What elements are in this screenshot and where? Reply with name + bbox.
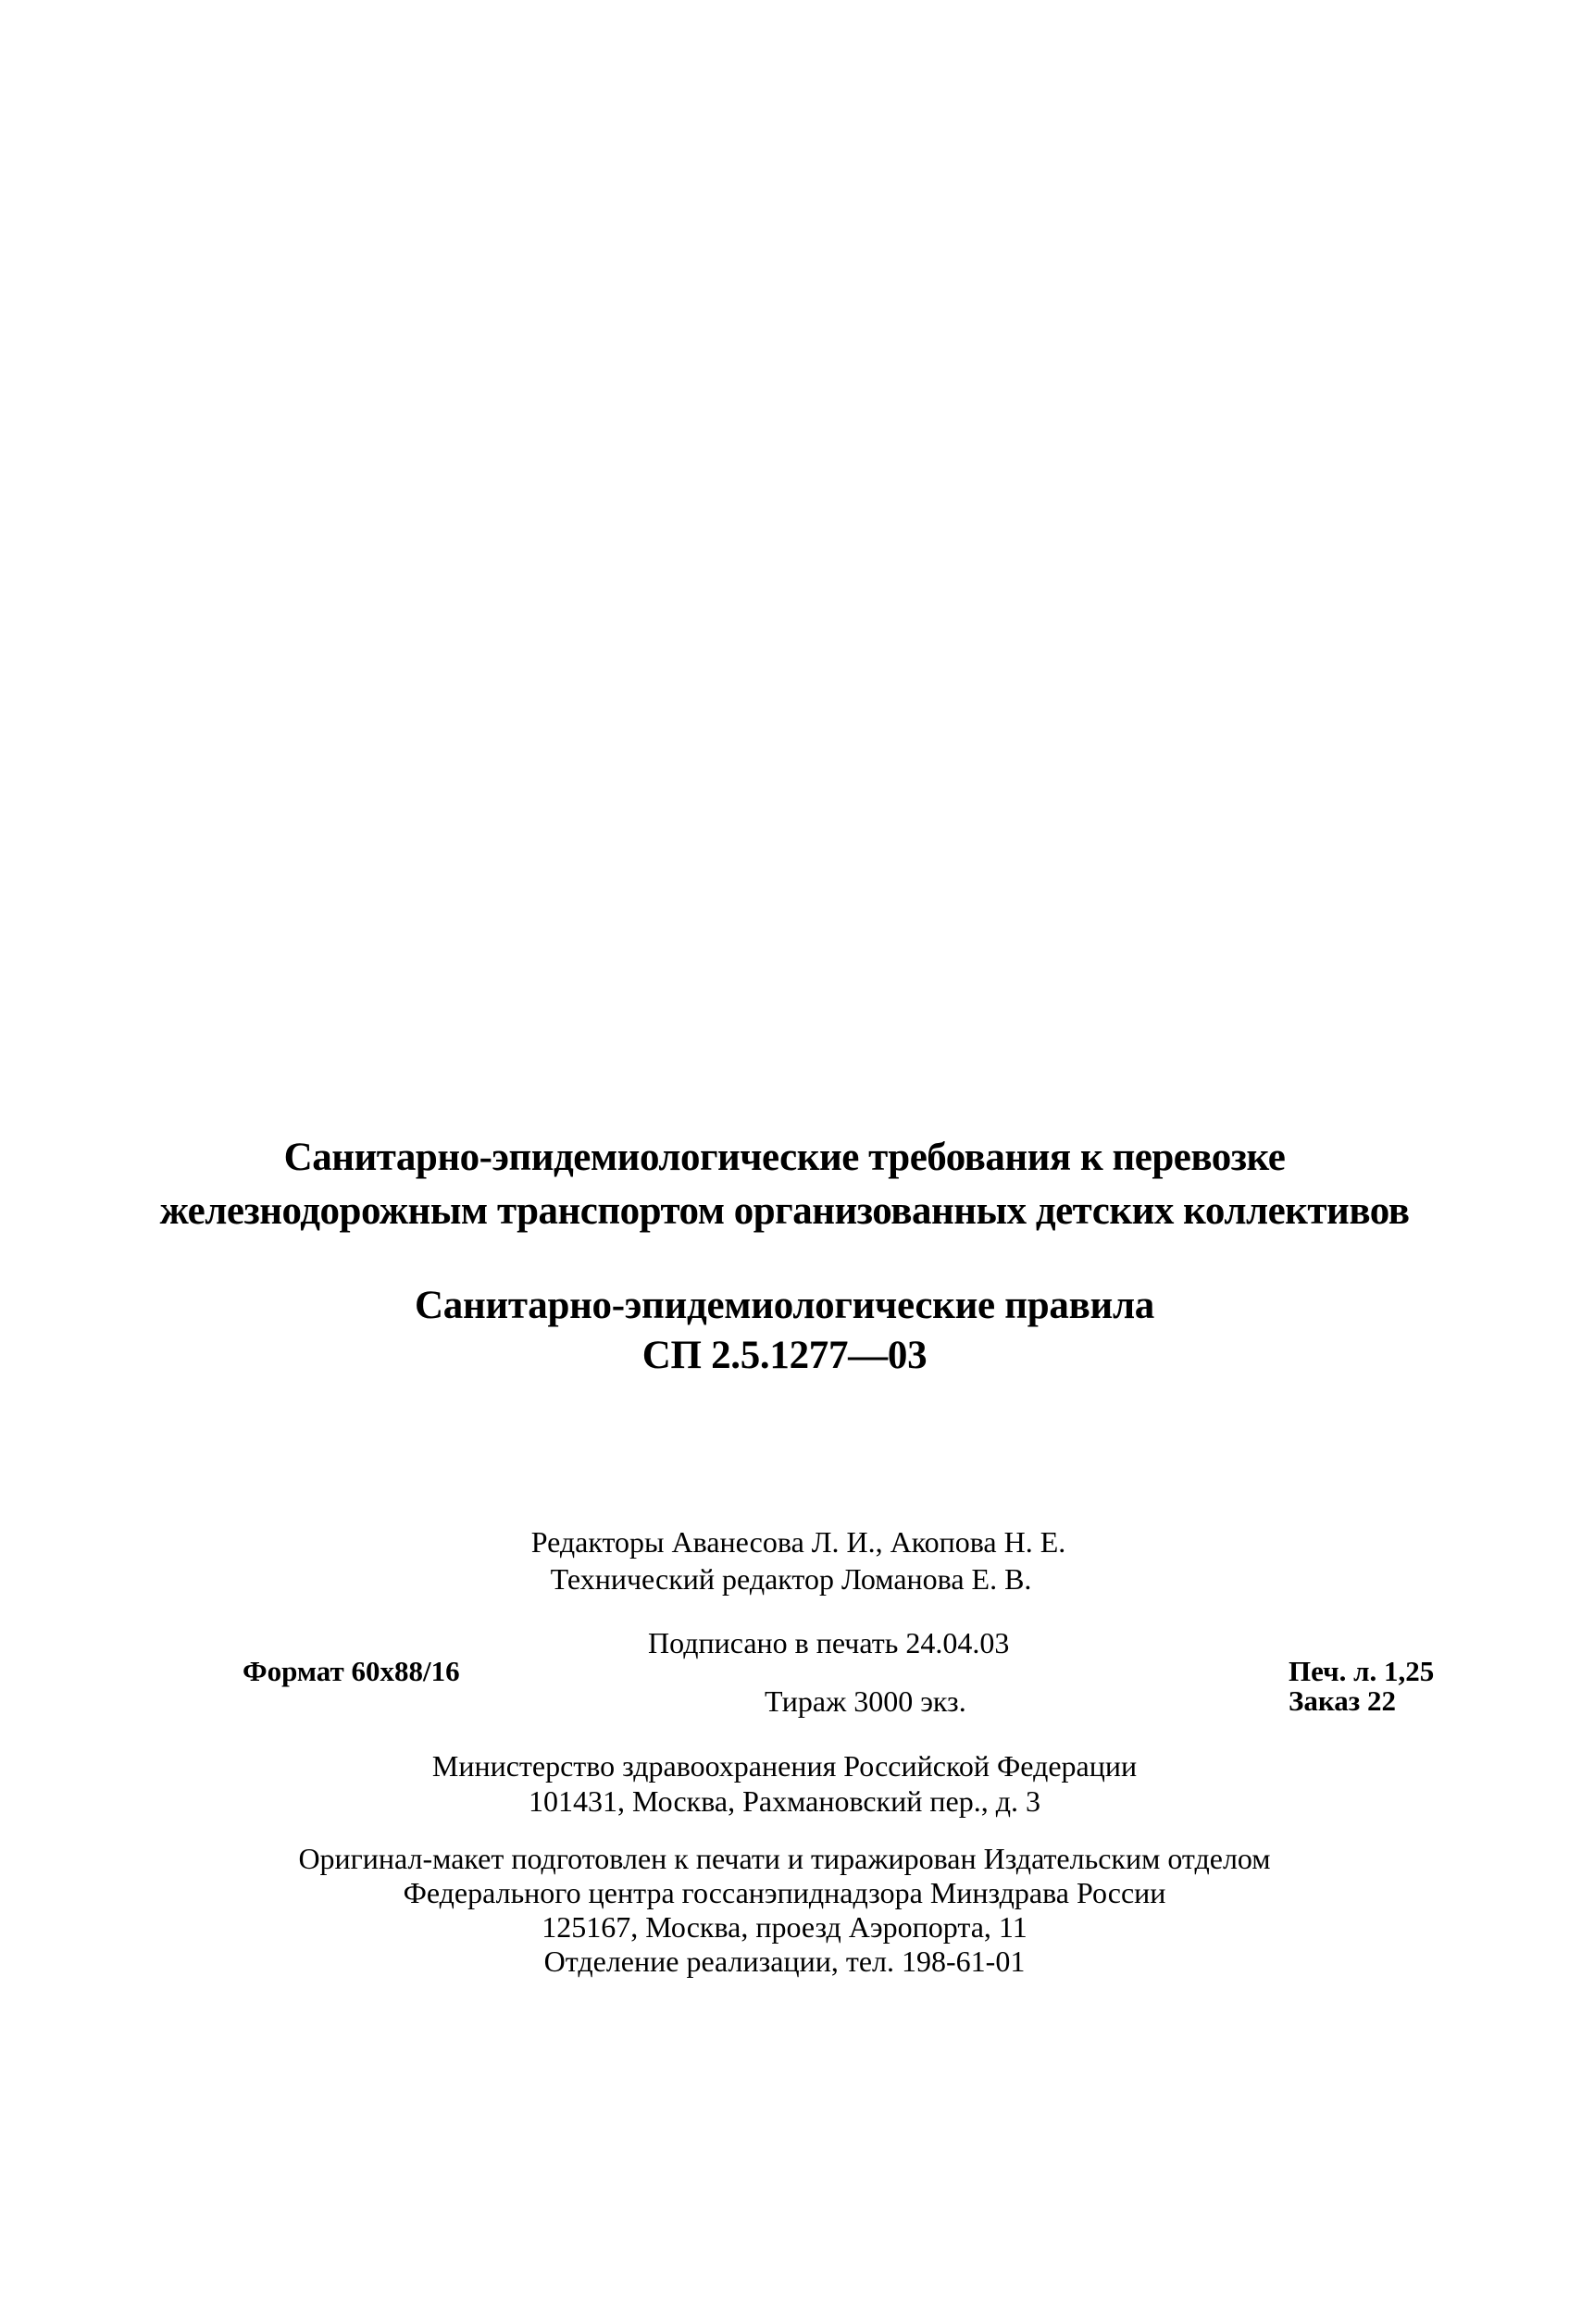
order-number: Заказ 22 xyxy=(1289,1684,1396,1717)
production-address: 125167, Москва, проезд Аэропорта, 11 xyxy=(542,1910,1027,1944)
production-block xyxy=(0,1842,1569,1979)
document-title xyxy=(0,1131,1569,1238)
technical-editor-text: Технический редактор Ломанова Е. В. xyxy=(550,1562,1032,1596)
ministry-address: 101431, Москва, Рахмановский пер., д. 3 xyxy=(529,1784,1040,1818)
print-sheets: Печ. л. 1,25 xyxy=(1289,1655,1435,1687)
print-run: Тираж 3000 экз. xyxy=(765,1684,966,1718)
ministry-block xyxy=(0,1748,1569,1819)
editors-text: Редакторы Аванесова Л. И., Акопова Н. Е. xyxy=(530,1525,1066,1559)
signed-to-print: Подписано в печать 24.04.03 xyxy=(648,1626,1010,1659)
document-subtitle xyxy=(0,1281,1569,1381)
paper-format: Формат 60x88/16 xyxy=(243,1655,460,1687)
sales-department: Отделение реализации, тел. 198-61-01 xyxy=(543,1945,1026,1978)
title-line-1: Санитарно-эпидемиологические требования к перевозке xyxy=(283,1136,1286,1179)
title-line-2: железнодорожным транспортом организованных детских коллективов xyxy=(159,1189,1410,1233)
editors-block xyxy=(0,1523,1569,1597)
production-line-1: Оригинал-макет подготовлен к печати и тиражирован Издательским отделом xyxy=(298,1842,1271,1875)
subtitle-line-1: Санитарно-эпидемиологические правила xyxy=(415,1284,1154,1327)
production-line-2: Федерального центра госсанэпиднадзора Минздрава России xyxy=(403,1876,1166,1909)
ministry-name: Министерство здравоохранения Российской Федерации xyxy=(431,1749,1138,1783)
subtitle-line-2: СП 2.5.1277—03 xyxy=(641,1334,928,1377)
